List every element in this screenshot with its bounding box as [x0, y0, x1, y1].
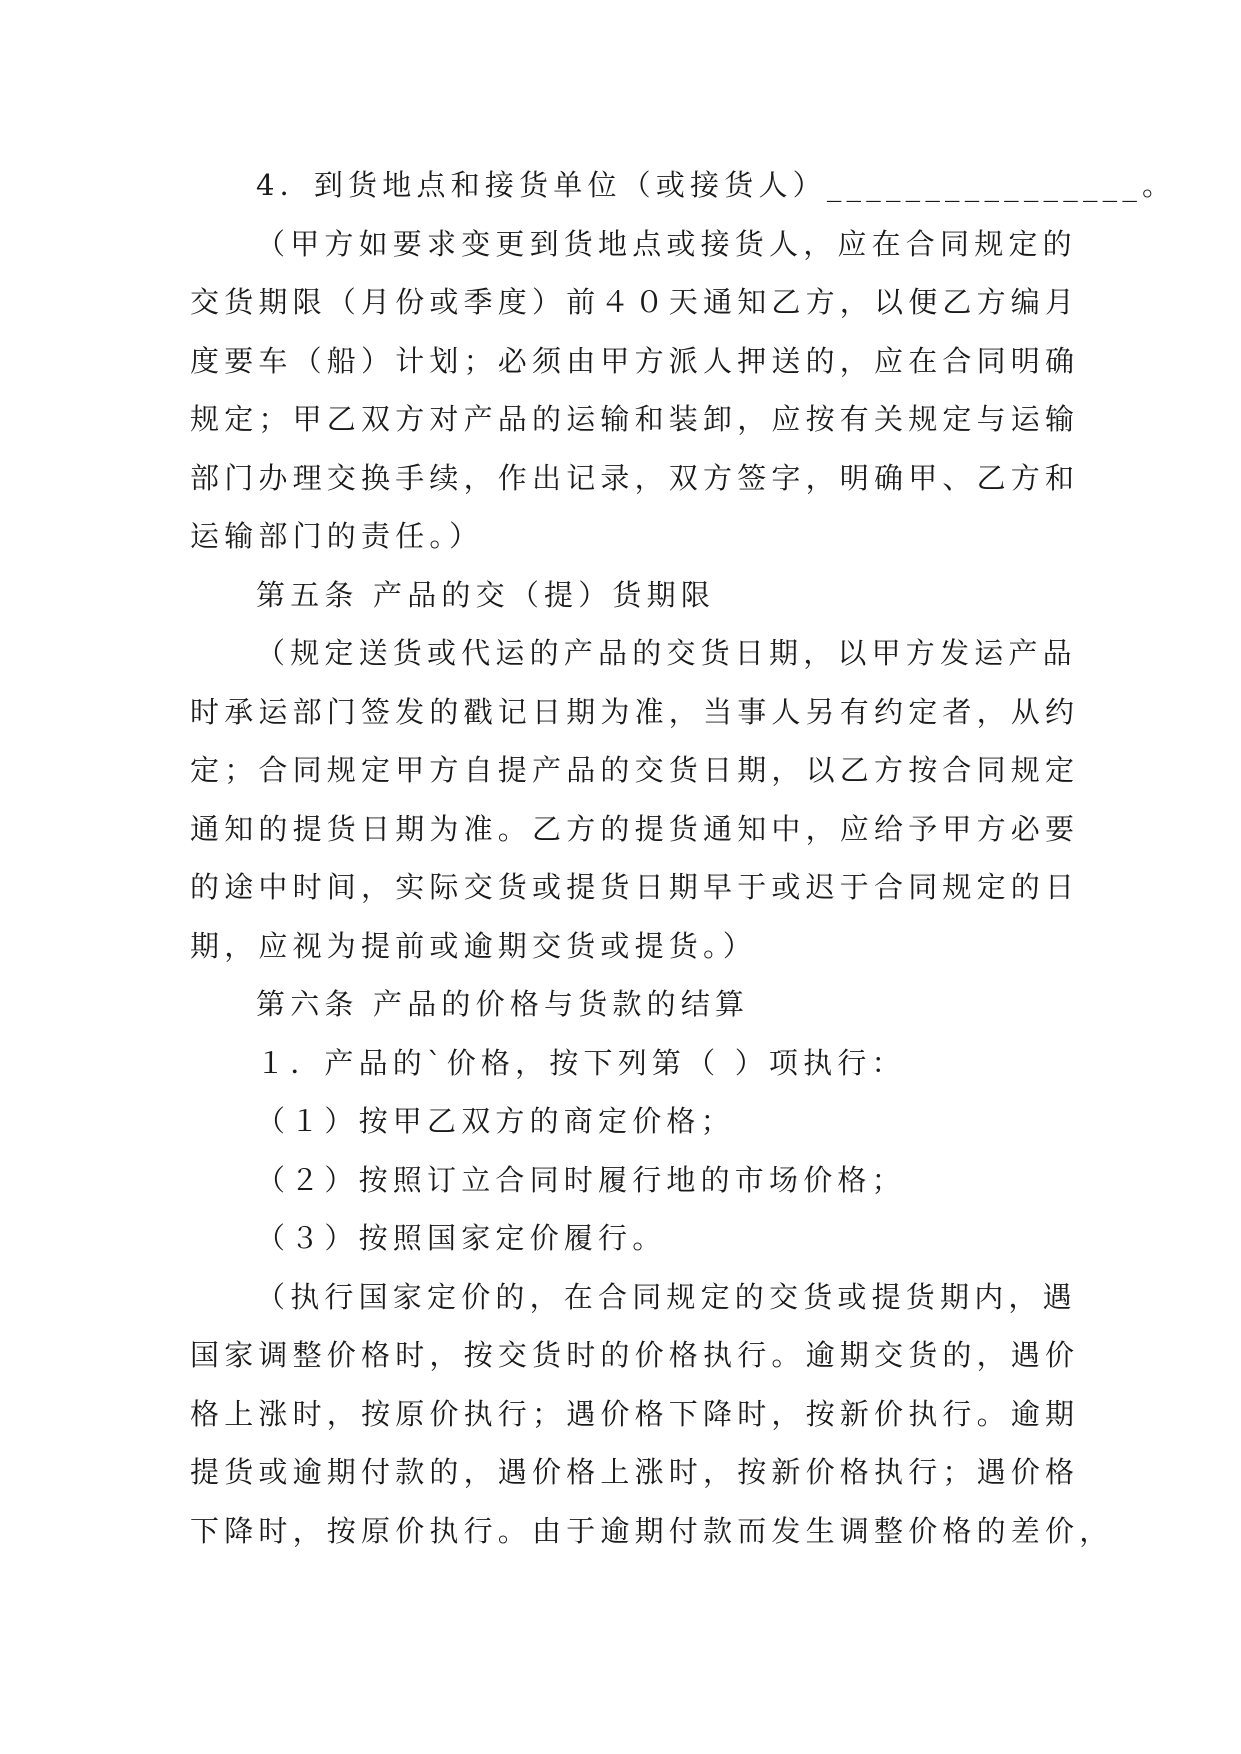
body-line: 交货期限（月份或季度）前４０天通知乙方，以便乙方编月 [190, 285, 1080, 319]
body-line: （甲方如要求变更到货地点或接货人，应在合同规定的 [256, 226, 1077, 261]
body-line: 定；合同规定甲方自提产品的交货日期，以乙方按合同规定 [190, 753, 1080, 787]
list-item: （３）按照国家定价履行。 [256, 1221, 667, 1255]
list-item: （２）按照订立合同时履行地的市场价格； [256, 1162, 906, 1197]
body-line: 期，应视为提前或逾期交货或提货。） [190, 928, 757, 963]
body-line: 提货或逾期付款的，遇价格上涨时，按新价格执行；遇价格 [190, 1455, 1080, 1489]
body-line: 下降时，按原价执行。由于逾期付款而发生调整价格的差价， [190, 1513, 1114, 1548]
body-line: 运输部门的责任。） [190, 519, 484, 553]
document-body [190, 156, 1177, 1560]
body-line: １．产品的`价格，按下列第（ ）项执行： [256, 1045, 906, 1080]
body-line: 部门办理交换手续，作出记录，双方签字，明确甲、乙方和 [190, 460, 1080, 495]
body-line: （执行国家定价的，在合同规定的交货或提货期内，遇 [256, 1279, 1077, 1314]
body-line: 通知的提货日期为准。乙方的提货通知中，应给予甲方必要 [190, 811, 1080, 846]
body-line: 4．到货地点和接货单位（或接货人）________________。 [256, 168, 1177, 202]
body-line: 格上涨时，按原价执行；遇价格下降时，按新价执行。逾期 [190, 1396, 1080, 1431]
body-line: 的途中时间，实际交货或提货日期早于或迟于合同规定的日 [190, 870, 1080, 904]
section-heading: 第六条 产品的价格与货款的结算 [256, 987, 750, 1021]
section-heading: 第五条 产品的交（提）货期限 [256, 577, 716, 612]
body-line: 规定；甲乙双方对产品的运输和装卸，应按有关规定与运输 [190, 402, 1080, 436]
body-line: （规定送货或代运的产品的交货日期，以甲方发运产品 [256, 636, 1077, 670]
list-item: （１）按甲乙双方的商定价格； [256, 1104, 735, 1138]
body-line: 度要车（船）计划；必须由甲方派人押送的，应在合同明确 [190, 343, 1080, 378]
body-line: 国家调整价格时，按交货时的价格执行。逾期交货的，遇价 [190, 1338, 1080, 1372]
body-line: 时承运部门签发的戳记日期为准，当事人另有约定者，从约 [190, 694, 1080, 729]
